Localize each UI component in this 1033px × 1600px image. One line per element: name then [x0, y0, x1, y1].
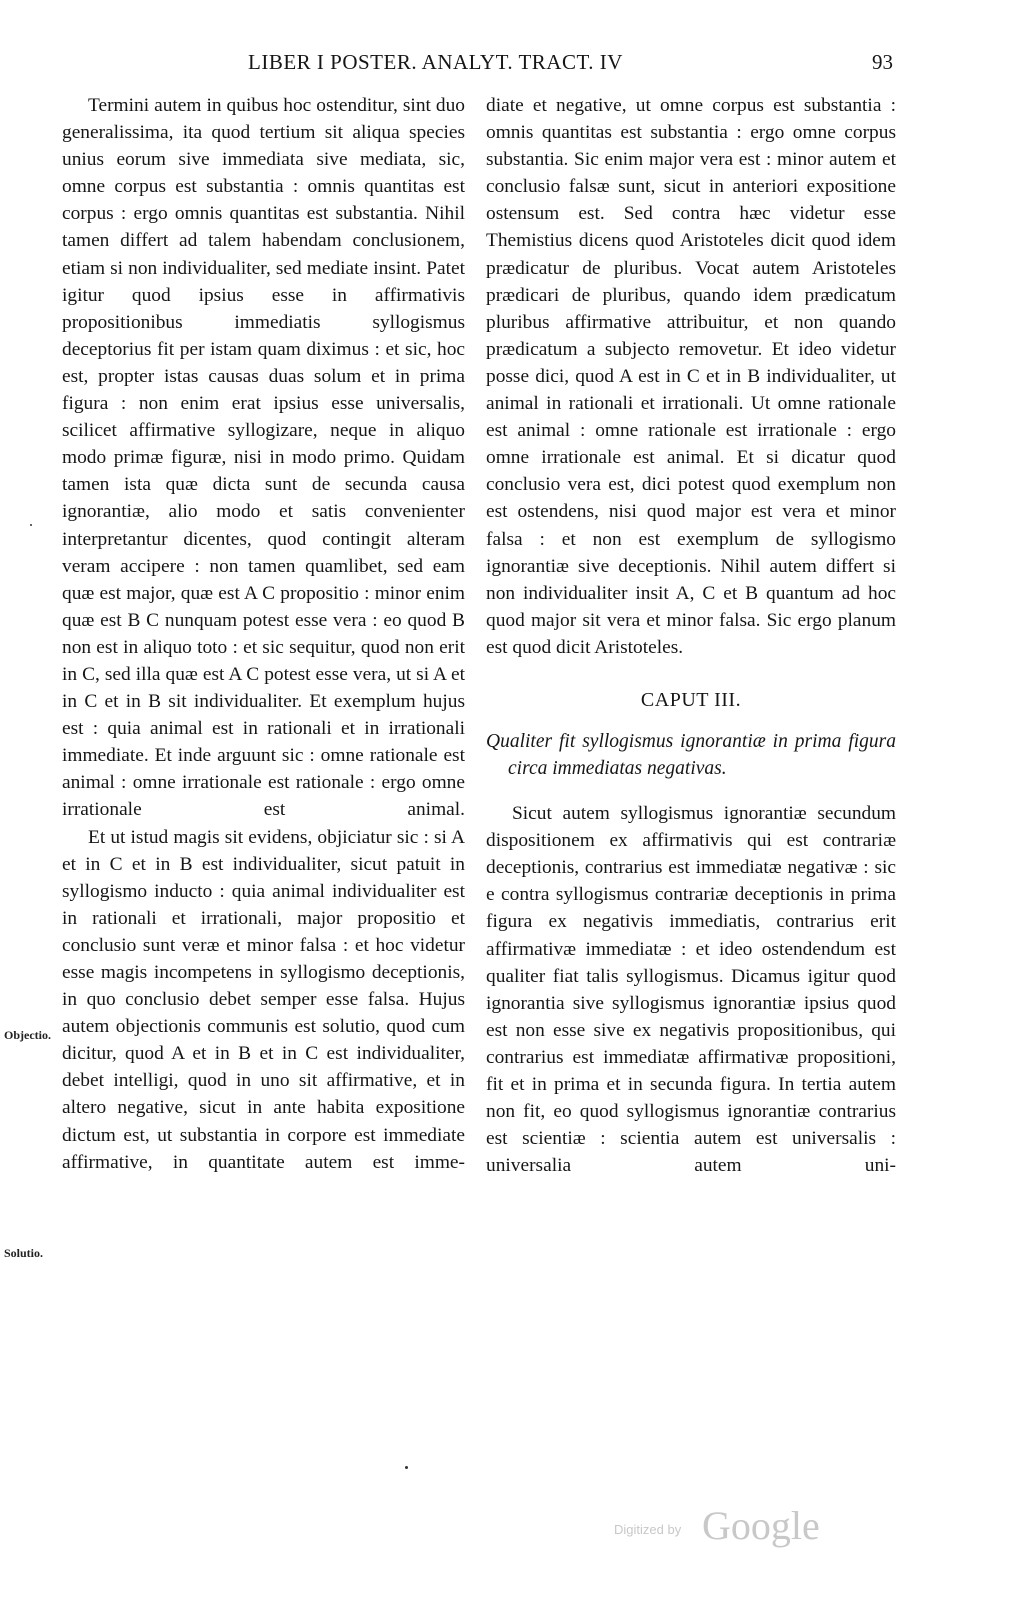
ink-speck	[30, 524, 32, 526]
chapter-subtitle: Qualiter fit syllogismus ignorantiæ in prima figura circa immediatas negativas.	[486, 731, 896, 780]
paragraph: Et ut istud magis sit evidens, objiciatur sic : si A et in C et in B est individualiter, sicut patuit in syllogismo inducto : quia animal individualiter est in rationali et irrationali, major propositio et conclusio sunt veræ et minor falsa : et hoc videtur esse magis incompetens in syllogismo deceptionis, in quo conclusio debet semper esse falsa. Hujus autem objectionis communis est solutio, quod cum dicitur, quod A et in B et in C est individualiter, debet intelligi, quod in uno sit affirmative, et in altero negative, sicut in ante habita expositione dictum est, ut substantia in corpore est immediate affirmative, in quantitate autem est imme-	[62, 826, 465, 1173]
paragraph: diate et negative, ut omne corpus est substantia : omnis quantitas est substantia : ergo omne corpus substantia. Sic enim major vera est : minor autem et conclusio falsæ sunt, sicut in anteriori expositione ostensum est. Sed contra hæc videtur esse Themistius dicens quod Aristoteles dicit quod idem prædicatur de pluribus. Vocat autem Aristoteles prædicari de pluribus, quando idem prædicatum pluribus affirmative attribuitur, et non quando prædicatum a subjecto removetur. Et ideo videtur posse dici, quod A est in C et in B individualiter, ut animal in rationali et irrationali. Ut omne rationale est animal : omne rationale est irrationale : ergo omne irrationale est animal. Et si dicatur quod conclusio vera est, dici potest quod exemplum non est ostendens, nisi quod major est vera et minor falsa : et non est exemplum de syllogismo ignorantiæ sive deceptionis. Nihil autem differt si non individualiter insit A, C et B quantum ad hoc quod major sit vera et minor falsa. Sic ergo planum est quod dicit Aristoteles.	[486, 95, 896, 658]
paragraph: Termini autem in quibus hoc ostenditur, sint duo generalissima, ita quod tertium sit aliqua species unius eorum sive immediata sive mediata, sic, omne corpus est substantia : omnis quantitas est corpus : ergo omnis quantitas est substantia. Nihil tamen differt ad talem habendam conclusionem, etiam si non individualiter, sed mediate insint. Patet igitur quod ipsius esse in affirmativis propositionibus immediatis syllogismus deceptorius fit per istam quam diximus : et sic, hoc est, propter istas causas duas solum et in prima figura : non enim erat ipsius esse universalis, scilicet affirmative syllogizare, neque in aliquo modo primæ figuræ, nisi in modo primo. Quidam tamen ista quæ dicta sunt de secunda causa ignorantiæ, alio modo et satis convenienter interpretantur dicentes, quod contingit alteram veram accipere : non tamen quamlibet, sed eam quæ est major, quæ est A C propositio : minor enim quæ est B C nunquam potest esse vera : eo quod B non est in aliquo toto : et sic sequitur, quod non erit in C, sed illa quæ est A C potest esse vera, ut si A et in C et in B sit individualiter. Et exemplum hujus est : quia animal est in rationali et in irrationali immediate. Et inde arguunt sic : omne rationale est animal : omne irrationale est rationale : ergo omne irrationale est animal.	[62, 95, 465, 821]
running-title: LIBER I POSTER. ANALYT. TRACT. IV	[248, 50, 623, 74]
chapter-heading: CAPUT III.	[640, 688, 742, 711]
page-number: 93	[872, 50, 893, 74]
margin-note-solutio: Solutio.	[4, 1246, 44, 1260]
digitized-watermark	[614, 1500, 854, 1550]
ink-speck	[405, 1466, 408, 1469]
running-head	[0, 50, 1033, 86]
left-column	[62, 92, 465, 1176]
digitized-by-label: Digitized by	[614, 1522, 682, 1537]
paragraph: Sicut autem syllogismus ignorantiæ secundum dispositionem ex affirmativis qui est contrariæ deceptionis, contrarius est immediatæ negativæ : sic e contra syllogismus contrariæ deceptionis in prima figura ex negativis immediatis, contrarius erit affirmativæ immediatæ : et ideo ostendendum est qualiter fiat talis syllogismus. Dicamus igitur quod ignorantia sive syllogismus ignorantiæ ipsius quod est non esse sive ex negativis propositionibus, qui contrarius est immediatæ affirmativæ propositioni, fit et in prima et in secunda figura. In tertia autem non fit, eo quod syllogismus ignorantiæ contrarius est scientiæ : scientia autem est universalis : universalia autem uni-	[486, 803, 896, 1177]
google-logo: Google	[702, 1503, 820, 1548]
right-column	[486, 92, 896, 1179]
margin-note-objectio: Objectio.	[4, 1028, 51, 1042]
